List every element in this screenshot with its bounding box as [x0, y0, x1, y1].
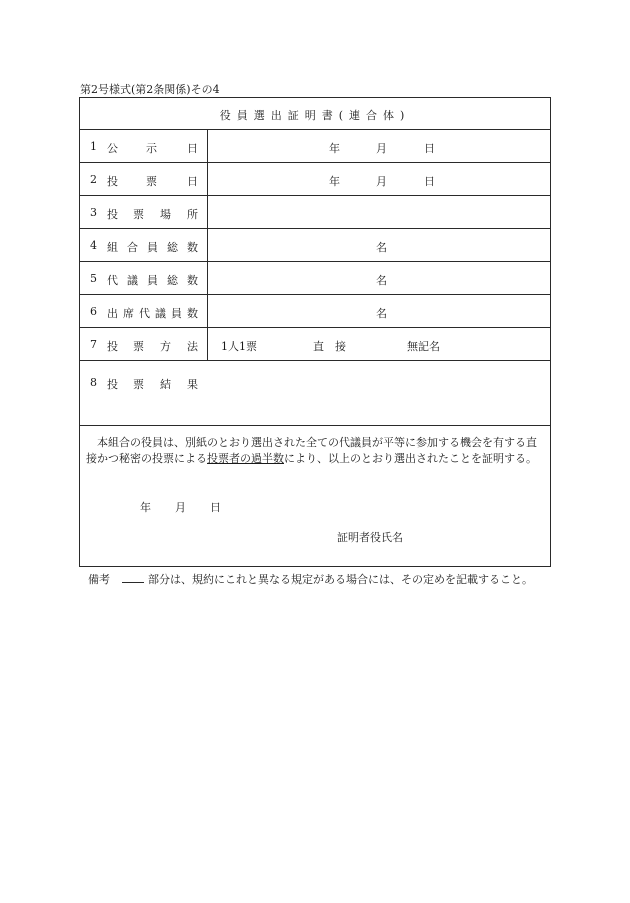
form-number-label: 第2号様式(第2条関係)その4: [80, 83, 220, 96]
title-row: [80, 98, 550, 130]
certificate-form: [79, 97, 551, 567]
item-label-char: 票: [133, 340, 144, 353]
item-label-char: 総: [167, 274, 178, 287]
item-label-char: 投: [107, 378, 118, 391]
item-label-char: 数: [187, 241, 198, 254]
direct-voting: 直 接: [313, 340, 346, 353]
item-label-char: 合: [127, 241, 138, 254]
row-announcement-date: [80, 130, 550, 163]
count-unit: 名: [376, 274, 387, 287]
row-total-members: [80, 229, 550, 262]
item-label-char: 数: [187, 307, 198, 320]
remarks-label: 備考: [88, 573, 110, 586]
item-number: 7: [90, 338, 97, 351]
item-label-char: 票: [133, 208, 144, 221]
item-label-char: 組: [107, 241, 118, 254]
row-voting-method: [80, 328, 550, 361]
item-number: 8: [90, 376, 97, 389]
item-label-voting-date: [80, 163, 208, 195]
count-unit: 名: [376, 241, 387, 254]
statement-text-2: により、以上のとおり選出されたことを証明する。: [284, 452, 537, 465]
item-label-char: 員: [171, 307, 182, 320]
certifier-label: 証明者役氏名: [337, 531, 403, 544]
day-unit: 日: [424, 175, 435, 188]
remarks-text: 部分は、規約にこれと異なる規定がある場合には、その定めを記載すること。: [148, 573, 533, 586]
cert-day-unit: 日: [210, 501, 221, 514]
item-label-voting-place: [80, 196, 208, 228]
one-vote-per-person: 1人1票: [221, 340, 257, 353]
item-label-char: 結: [160, 378, 171, 391]
item-label-char: 所: [187, 208, 198, 221]
item-label-char: 代: [139, 307, 150, 320]
item-label-char: 議: [127, 274, 138, 287]
item-number: 4: [90, 239, 97, 252]
item-label-char: 代: [107, 274, 118, 287]
item-label-voting-method: [80, 328, 208, 360]
year-unit: 年: [329, 175, 340, 188]
item-label-char: 投: [107, 340, 118, 353]
item-label-char: 席: [123, 307, 134, 320]
item-label-char: 日: [187, 142, 198, 155]
item-number: 6: [90, 305, 97, 318]
anonymous-voting: 無記名: [407, 340, 440, 353]
item-label-char: 票: [133, 378, 144, 391]
item-number: 2: [90, 173, 97, 186]
row-voting-result: [80, 361, 550, 426]
item-label-char: 員: [147, 274, 158, 287]
month-unit: 月: [376, 175, 387, 188]
underline-blank-marker: [122, 572, 144, 583]
statement-text-1: 本組合の役員は、別紙のとおり選出された全ての代議員が平等に参加する機会を有する直接かつ秘密の投票による: [86, 436, 537, 465]
item-label-char: 方: [160, 340, 171, 353]
item-label-char: 公: [107, 142, 118, 155]
cert-month-unit: 月: [175, 501, 186, 514]
item-label-char: 員: [147, 241, 158, 254]
item-label-char: 投: [107, 175, 118, 188]
item-label-char: 果: [187, 378, 198, 391]
item-label-char: 場: [160, 208, 171, 221]
item-number: 1: [90, 140, 97, 153]
item-label-total-members: [80, 229, 208, 261]
row-total-delegates: [80, 262, 550, 295]
item-label-total-delegates: [80, 262, 208, 294]
item-number: 5: [90, 272, 97, 285]
item-label-char: 票: [146, 175, 157, 188]
count-unit: 名: [376, 307, 387, 320]
item-label-announcement-date: [80, 130, 208, 162]
item-number: 3: [90, 206, 97, 219]
day-unit: 日: [424, 142, 435, 155]
year-unit: 年: [329, 142, 340, 155]
item-label-char: 法: [187, 340, 198, 353]
item-label-char: 総: [167, 241, 178, 254]
item-label-attending-delegates: [80, 295, 208, 327]
cert-year-unit: 年: [140, 501, 151, 514]
item-label-char: 日: [187, 175, 198, 188]
statement-underlined: 投票者の過半数: [207, 452, 284, 465]
row-attending-delegates: [80, 295, 550, 328]
month-unit: 月: [376, 142, 387, 155]
form-title: 役員選出証明書(連合体): [219, 109, 411, 122]
item-label-char: 数: [187, 274, 198, 287]
item-label-char: 出: [107, 307, 118, 320]
item-label-char: 投: [107, 208, 118, 221]
item-label-char: 示: [146, 142, 157, 155]
certification-statement: [86, 435, 544, 467]
item-label-char: 議: [155, 307, 166, 320]
row-voting-date: [80, 163, 550, 196]
remarks-note: [88, 571, 533, 587]
row-voting-place: [80, 196, 550, 229]
item-label-voting-result: [80, 361, 208, 425]
